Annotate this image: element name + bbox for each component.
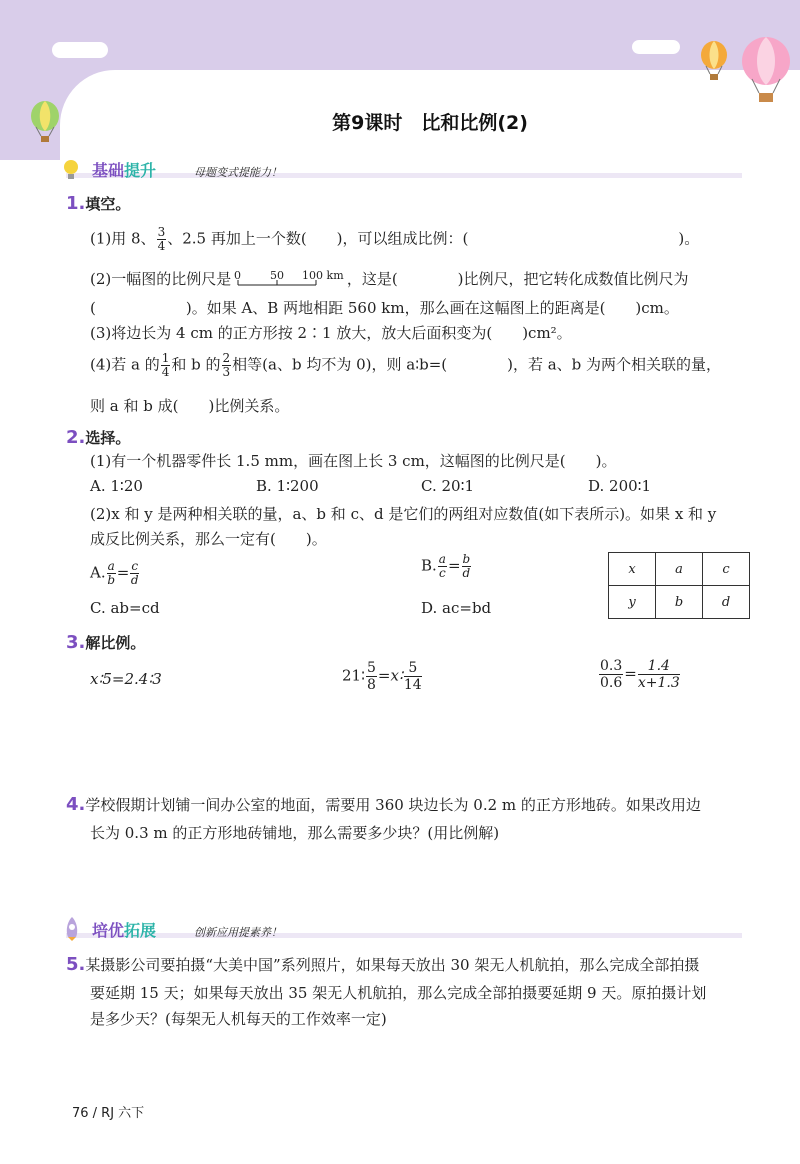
section-basic-bar: [66, 158, 742, 184]
q3-equation-2: 21∶ $\frac{5}{8}$ =x∶ $\frac{5}{14}$: [342, 660, 422, 693]
q2-choice-a: A. $\frac{a}{b}$ = $\frac{c}{d}$: [90, 559, 139, 587]
table-cell: x: [609, 553, 656, 586]
question-4-line1: 4.学校假期计划铺一间办公室的地面，需要用 360 块边长为 0.2 m 的正方形地砖。如果改用边: [66, 794, 701, 815]
q1-part2: (2)一幅图的比例尺是 0 50 100 km ，这是( )比例尺，把它转化成数值比例尺为: [90, 269, 689, 288]
question-5-line3: 是多少天？(每架无人机每天的工作效率一定): [90, 1010, 387, 1028]
section-badge: 基础提升: [92, 161, 157, 180]
question-5-line2: 要延期 15 天；如果每天放出 35 架无人机航拍，那么完成全部拍摄要延期 9 天。原拍摄计划: [90, 984, 707, 1002]
table-cell: c: [703, 553, 750, 586]
hot-air-balloon-icon: [698, 40, 730, 82]
q3-equation-1: x∶5=2.4∶3: [90, 670, 162, 688]
section-advanced-bar: [66, 918, 742, 944]
lightbulb-icon: [60, 158, 82, 186]
q2-option-c: C. 20∶1: [421, 477, 475, 495]
section-slogan: 母题变式提能力！: [194, 166, 282, 179]
q3-equation-3: $\frac{0.3}{0.6}$ = $\frac{1.4}{x+1.3}$: [600, 658, 680, 691]
q1-part3: (3)将边长为 4 cm 的正方形按 2∶1 放大，放大后面积变为( )cm²。: [90, 324, 572, 342]
q1-part4-cont: 则 a 和 b 成( )比例关系。: [90, 397, 290, 415]
scale-bar: 0 50 100 km: [234, 269, 344, 282]
question-4-line2: 长为 0.3 m 的正方形地砖铺地，那么需要多少块？(用比例解): [90, 824, 500, 842]
q2-part2: (2)x 和 y 是两种相关联的量，a、b 和 c、d 是它们的两组对应数值(如下表所示)。如果 x 和 y: [90, 505, 717, 523]
question-5-line1: 5.某摄影公司要拍摄“大美中国”系列照片，如果每天放出 30 架无人机航拍，那么完成全部拍摄: [66, 954, 700, 975]
table-cell: b: [656, 586, 703, 619]
q2-choice-c: C. ab=cd: [90, 599, 160, 617]
section-badge: 培优拓展: [92, 921, 157, 940]
cloud-icon: [632, 40, 680, 54]
page-number: 76 / RJ 六下: [72, 1106, 145, 1121]
q2-option-a: A. 1∶20: [90, 477, 143, 495]
question-1-heading: 1.填空。: [66, 193, 131, 214]
rocket-icon: [62, 916, 82, 946]
cloud-icon: [52, 42, 108, 58]
q2-choice-d: D. ac=bd: [421, 599, 492, 617]
q2-option-b: B. 1∶200: [256, 477, 319, 495]
table-cell: d: [703, 586, 750, 619]
q2-part1: (1)有一个机器零件长 1.5 mm，画在图上长 3 cm，这幅图的比例尺是( )。: [90, 452, 617, 470]
q2-part2-cont: 成反比例关系，那么一定有( )。: [90, 530, 327, 548]
lesson-title: 第9课时 比和比例(2): [332, 112, 528, 134]
q1-part2-cont: ( )。如果 A、B 两地相距 560 km，那么画在这幅图上的距离是( )cm。: [90, 299, 679, 317]
q2-choice-b: B. $\frac{a}{c}$ = $\frac{b}{d}$: [421, 552, 471, 580]
question-3-heading: 3.解比例。: [66, 632, 146, 653]
q1-part4: (4)若 a 的 $\frac{1}{4}$ 和 b 的 $\frac{2}{3}$ 相等(a、b 均不为 0)，则 a∶b=( )，若 a、b 为两个相关联的量，: [90, 351, 722, 379]
question-2-heading: 2.选择。: [66, 427, 131, 448]
q2-option-d: D. 200∶1: [588, 477, 652, 495]
xy-table: [608, 552, 750, 619]
q1-part1: (1)用 8、 $\frac{3}{4}$ 、2.5 再加上一个数( )，可以组成比例：( )。: [90, 225, 700, 253]
hot-air-balloon-icon: [740, 36, 792, 106]
table-cell: a: [656, 553, 703, 586]
table-cell: y: [609, 586, 656, 619]
section-slogan: 创新应用提素养！: [194, 926, 282, 939]
